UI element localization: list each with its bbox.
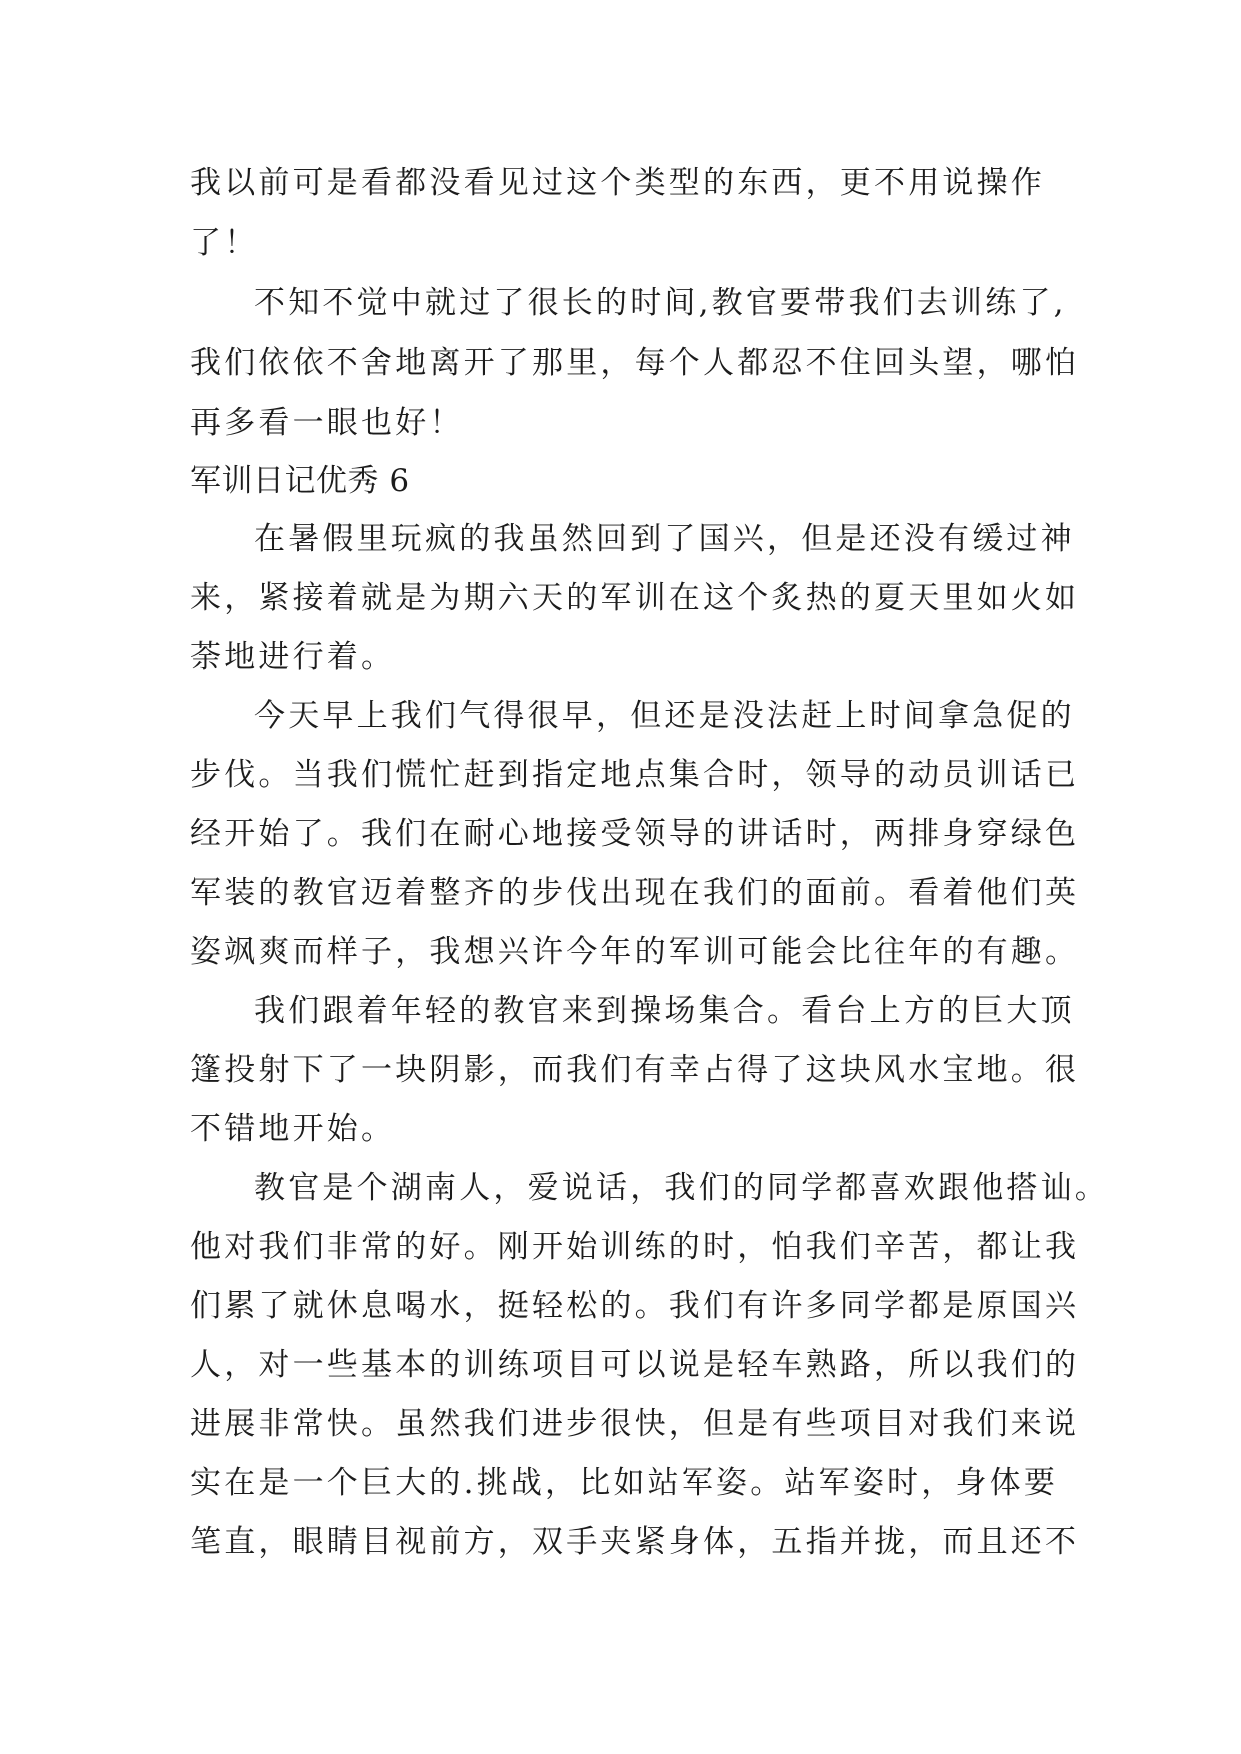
text-line: 他对我们非常的好。刚开始训练的时，怕我们辛苦，都让我 bbox=[190, 1229, 1080, 1265]
text-line: 我以前可是看都没看见过这个类型的东西，更不用说操作 bbox=[190, 165, 1045, 201]
section-heading: 军训日记优秀 6 bbox=[190, 463, 410, 499]
text-line: 姿飒爽而样子，我想兴许今年的军训可能会比往年的有趣。 bbox=[190, 934, 1080, 970]
paragraph-start: 不知不觉中就过了很长的时间,教官要带我们去训练了, bbox=[254, 285, 1067, 321]
text-line: 不错地开始。 bbox=[190, 1111, 396, 1147]
text-line: 军装的教官迈着整齐的步伐出现在我们的面前。看着他们英 bbox=[190, 875, 1080, 911]
text-line: 来，紧接着就是为期六天的军训在这个炙热的夏天里如火如 bbox=[190, 580, 1080, 616]
text-line: 进展非常快。虽然我们进步很快，但是有些项目对我们来说 bbox=[190, 1406, 1080, 1442]
text-line: 了！ bbox=[190, 225, 259, 261]
text-line: 实在是一个巨大的.挑战，比如站军姿。站军姿时，身体要 bbox=[190, 1465, 1059, 1501]
text-line: 步伐。当我们慌忙赶到指定地点集合时，领导的动员训话已 bbox=[190, 757, 1080, 793]
text-line: 们累了就休息喝水，挺轻松的。我们有许多同学都是原国兴 bbox=[190, 1288, 1080, 1324]
text-line: 经开始了。我们在耐心地接受领导的讲话时，两排身穿绿色 bbox=[190, 816, 1080, 852]
paragraph-start: 今天早上我们气得很早，但还是没法赶上时间拿急促的 bbox=[254, 698, 1075, 734]
text-line: 笔直，眼睛目视前方，双手夹紧身体，五指并拢，而且还不 bbox=[190, 1524, 1080, 1560]
paragraph-start: 我们跟着年轻的教官来到操场集合。看台上方的巨大顶 bbox=[254, 993, 1075, 1029]
text-line: 荼地进行着。 bbox=[190, 639, 396, 675]
text-line: 人，对一些基本的训练项目可以说是轻车熟路，所以我们的 bbox=[190, 1347, 1080, 1383]
text-line: 篷投射下了一块阴影，而我们有幸占得了这块风水宝地。很 bbox=[190, 1052, 1080, 1088]
paragraph-start: 教官是个湖南人，爱说话，我们的同学都喜欢跟他搭讪。 bbox=[254, 1170, 1109, 1206]
paragraph-start: 在暑假里玩疯的我虽然回到了国兴，但是还没有缓过神 bbox=[254, 521, 1075, 557]
text-line: 再多看一眼也好！ bbox=[190, 405, 464, 441]
text-line: 我们依依不舍地离开了那里，每个人都忍不住回头望，哪怕 bbox=[190, 345, 1080, 381]
